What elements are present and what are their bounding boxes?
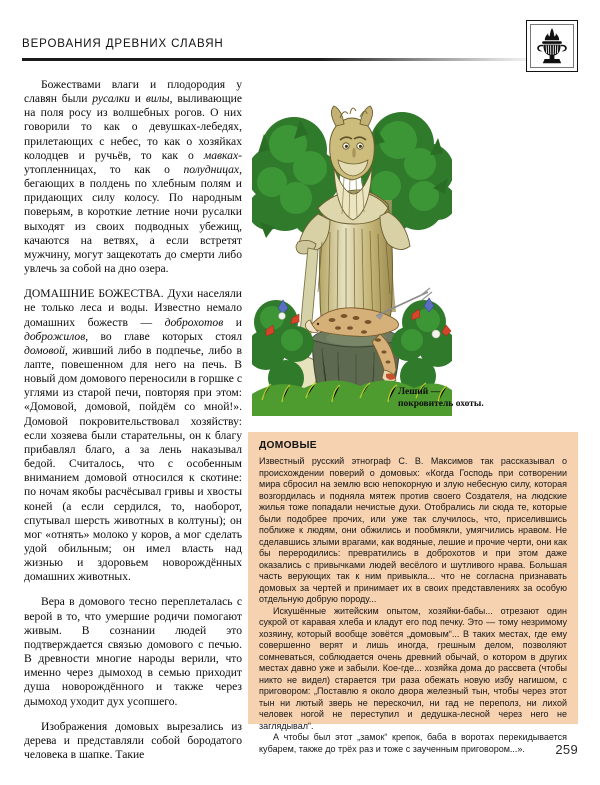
body-paragraph	[24, 720, 242, 762]
text-run: ДОМАШНИЕ БОЖЕСТВА. Духи населяли не только леса и воды. Известно немало домашних божеств —	[24, 287, 242, 329]
text-run: -утопленницах, то как о	[24, 148, 242, 176]
text-run: , бегающих в полдень по хлебным полям и придающих силу колосу. По народным поверьям, в короткие летние ночи русалки выходят из своих подводных убежищ, качаются на ветвях, а если встретят мужчину, могут защекотать до смерти либо увлечь за собой на дно озера.	[24, 162, 242, 276]
body-paragraph	[24, 595, 242, 708]
emphasised-term: доброжилов	[24, 329, 86, 343]
header-divider	[22, 58, 532, 61]
text-run: Божествами влаги и плодородия у славян были	[24, 78, 242, 106]
emphasised-term: полудницах	[183, 162, 240, 176]
text-run: и	[223, 315, 242, 329]
body-paragraph	[24, 78, 242, 276]
sidebar-body	[259, 456, 567, 755]
page-number: 259	[555, 742, 578, 757]
emphasised-term: русалки	[92, 92, 130, 106]
illustration-caption: Леший — покровитель охоты.	[398, 387, 484, 409]
text-run: , во главе которых стоял	[85, 329, 242, 343]
sidebar-paragraph: Известный русский этнограф С. В. Максимов так рассказывал о происхождении поверий о домовых: «Когда Господь при сотворении мира сбросил на землю всю непокорную и злую небесную силу, которая возгордилась и подняла мятеж против своего Создателя, на людские жилья тоже попадали нечистые духи. Отобрались ли сюда те, которые были подобрее прочих, или уже так случилось, что, приселившись поближе к людям, они обжились и пообмякли, умягчились нравом. Не сделавшись злыми врагами, как водяные, лешие и прочие черти, они как бы переродились: превратились в доброхотов и при этом даже оказались с привычками людей весёлого и шутливого нрава. Большая часть верующих так к ним привыкла... что не согласна признавать домовых за чертей и принимает их в своих представлениях за особую отдельную добрую породу...	[259, 456, 567, 604]
body-text-column	[24, 78, 242, 762]
sidebar-paragraph: Искушённые житейским опытом, хозяйки-бабы... отрезают один сукрой от каравая хлеба и кладут его под печку. Это — тому незримому хозяину, который вообще зовётся „домовым“... В таких местах, где ему совершенно верят и лишь иногда, грешным делом, позволяют сомневаться, соблюдается очень древний обычай, о котором в других местах давно уже и забыли. Кое-где... хозяйка дома до рассвета (чтобы никто не видел) старается три раза обежать новую избу нагишом, с приговором: „Поставлю я около двора железный тын, чтобы через этот тын ни лютый зверь не перескочил, ни гад не переполз, ни лихой человек ногой не переступил и дедушка-лесной через него не заглядывал“.	[259, 605, 567, 731]
body-paragraph	[24, 287, 242, 584]
leshy-forest-spirit-illustration	[252, 82, 452, 417]
text-run: Изображения домовых вырезались из дерева и представляли собой бородатого человека в шапке. Такие	[24, 719, 242, 762]
emphasised-term: домовой	[24, 343, 65, 357]
emphasised-term: вилы	[145, 92, 170, 106]
sidebar-title: ДОМОВЫЕ	[259, 440, 317, 451]
sidebar-paragraph: А чтобы был этот „замок“ крепок, баба в воротах перекидывается кубарем, также до трёх раз и тоже с заученным приговором...».	[259, 732, 567, 754]
page-title: ВЕРОВАНИЯ ДРЕВНИХ СЛАВЯН	[22, 38, 224, 50]
text-run: , выливающие на поля росу из волшебных рогов. О них говорили то как о девушках-лебедях, прилетающих с небес, то как о хозяйках колодцев и ручьёв, то как о	[24, 92, 242, 162]
text-run: Вера в домового тесно переплеталась с верой в то, что умершие родичи помогают живым. В сознании людей это подтверждается связью домового с печью. В древности многие народы верили, что именно через дымоход в семью приходит душа новорождённого и также через дымоход уходит дух усопшего.	[24, 595, 242, 708]
flaming-urn-icon	[526, 20, 578, 72]
emphasised-term: мавках	[203, 148, 239, 162]
text-run: и	[129, 92, 146, 106]
emphasised-term: доброхотов	[164, 315, 224, 329]
text-run: , живший либо в подпечье, либо в лапте, повешенном для него на печь. В новый дом домового переносили в горшке с углями из старой печи, повторяя при этом: «Домовой, домовой, пойдём со мной!». Домовой покровительствовал хозяйству: если хозяева были старательны, он к благу прибавлял благо, а за лень наказывал бедой. Считалось, что с особенным вниманием домовой относился к скотине: по ночам якобы расчёсывал гривы и хвосты коней (а если сердился, то, наоборот, спутывал шерсть животных в колтуны); он мог «отнять» молоко у коров, а мог сделать удой обильным; он имел власть над жизнью и здоровьем новорождённых домашних животных.	[24, 343, 242, 584]
running-header	[22, 34, 578, 80]
